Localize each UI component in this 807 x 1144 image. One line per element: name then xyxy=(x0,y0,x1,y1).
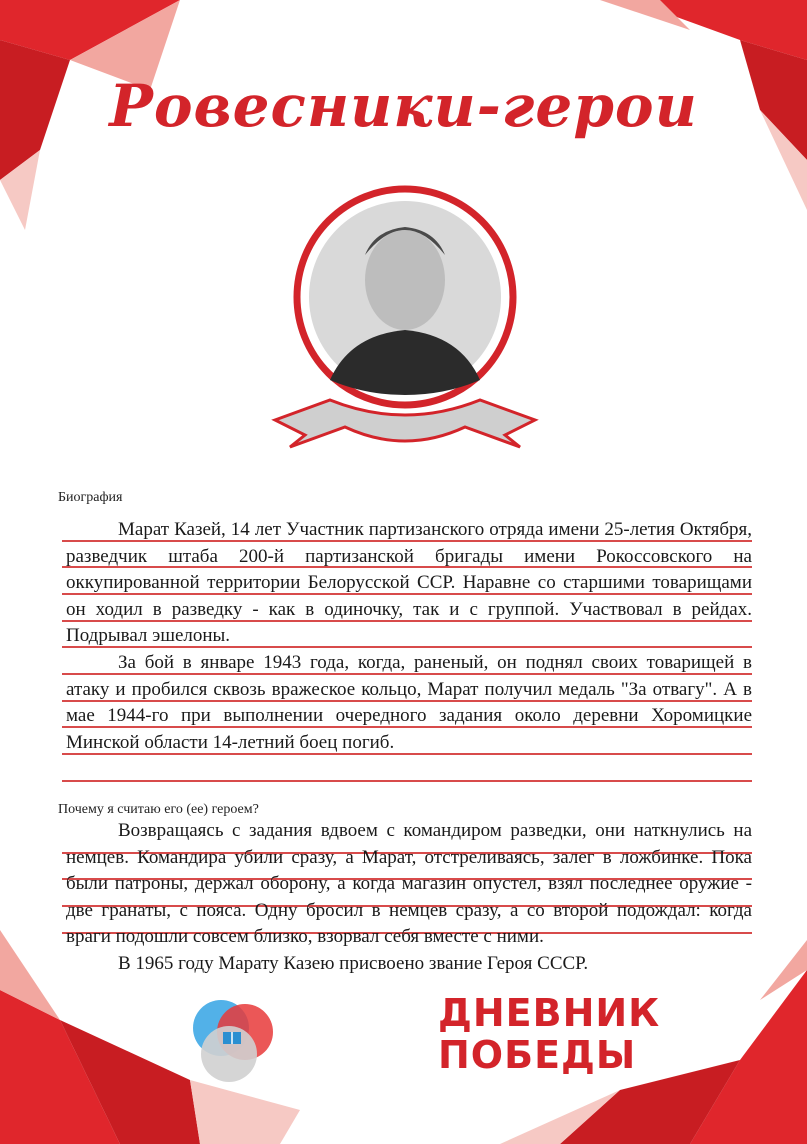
hero-reason-label: Почему я считаю его (ее) героем? xyxy=(58,802,259,817)
portrait-medallion xyxy=(270,185,540,450)
biography-label: Биография xyxy=(58,490,123,505)
hero-reason-paragraph: Возвращаясь с задания вдвоем с командиром разведки, они наткнулись на немцев. Командира убили сразу, а Марат, отстреливаясь, залег в ложбинке. Пока были патроны, держал оборону, а когда магазин опустел, взял последнее оружие - две гранаты, с пояса. Одну бросил в немцев сразу, а со второй подождал: когда враги подошли совсем близко, взорвал себя вместе с ними. xyxy=(66,820,752,948)
hero-reason-text xyxy=(66,818,752,978)
footer-title-line2: ПОБЕДЫ xyxy=(438,1033,637,1077)
page-title: Ровесники-герои xyxy=(109,72,698,140)
diary-of-victory-title xyxy=(438,992,660,1076)
decor-star-bottom-right xyxy=(690,970,807,1144)
hero-reason-paragraph: В 1965 году Марату Казею присвоено звание Героя СССР. xyxy=(118,952,589,974)
footer-title-line1: ДНЕВНИК xyxy=(438,991,661,1035)
biography-text xyxy=(66,517,752,756)
biography-paragraph: Марат Казей, 14 лет Участник партизанского отряда имени 25-летия Октября, разведчик штаба 200-й партизанской бригады имени Рокоссовского на оккупированной территории Белорусской ССР. Наравне со старшими товарищами он ходил в разведку - как в одиночку, так и с группой. Участвовал в рейдах. Подрывал эшелоны. xyxy=(66,519,752,647)
portrait-face xyxy=(365,230,445,330)
project-logo xyxy=(183,990,283,1090)
biography-paragraph: За бой в январе 1943 года, когда, раненый, он поднял своих товарищей в атаку и пробился сквозь вражеское кольцо, Марат получил медаль "За отвагу". А в мае 1944-го при выполнении очередного задания около деревни Хоромицкие Минской области 14-летний боец погиб. xyxy=(66,651,752,753)
